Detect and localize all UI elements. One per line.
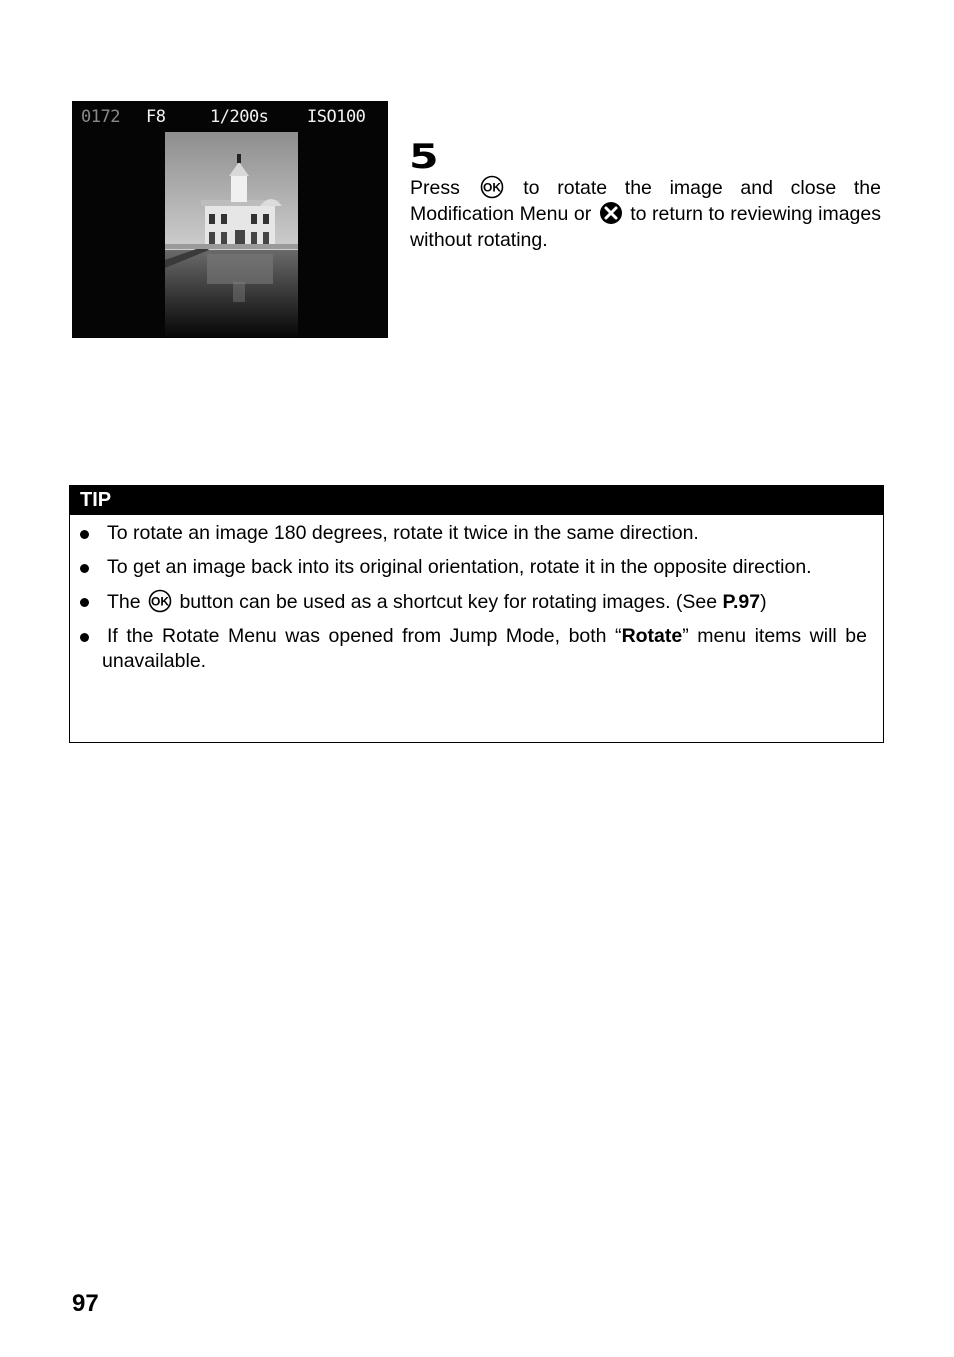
bullet-icon (80, 530, 89, 539)
bullet-icon (80, 633, 89, 642)
tip-item-4 (102, 624, 867, 674)
camera-screen-image (72, 101, 388, 338)
tip-item-text: button can be used as a shortcut key for rotating images. (See (179, 591, 718, 613)
tip-item-text: ) (760, 591, 767, 613)
cancel-button-icon (599, 201, 623, 225)
step-number: 5 (409, 137, 439, 177)
svg-text:OK: OK (151, 594, 170, 609)
tip-header: TIP (70, 486, 883, 515)
building-photo (165, 132, 298, 338)
bullet-icon (80, 564, 89, 573)
ok-button-icon (480, 175, 504, 199)
tip-list (70, 515, 883, 674)
rotate-term: Rotate (621, 625, 683, 647)
step-text-end: to return to reviewing images without rotating. (410, 203, 881, 251)
ok-button-icon (148, 589, 172, 613)
tip-item-text: If the Rotate Menu was opened from Jump Mode, both “ (107, 625, 622, 647)
shutter-speed-value: 1/200s (210, 107, 269, 127)
bullet-icon (80, 598, 89, 607)
iso-value: ISO100 (307, 107, 366, 127)
tip-item-text: The (107, 591, 141, 613)
tip-item-text: To rotate an image 180 degrees, rotate it twice in the same direction. (107, 522, 699, 544)
aperture-value: F8 (146, 107, 166, 127)
svg-text:OK: OK (482, 180, 501, 195)
tip-box (69, 485, 884, 743)
step-text-press: Press (410, 177, 460, 199)
tip-item-text: ” menu items will be unavailable. (102, 625, 867, 672)
step-instructions (410, 175, 881, 253)
tip-item-text: To get an image back into its original orientation, rotate it in the opposite direction. (107, 556, 812, 578)
page-number: 97 (72, 1290, 99, 1317)
tip-item-1 (102, 521, 867, 546)
page-reference-link[interactable]: P.97 (722, 591, 761, 613)
step-text-middle: to rotate the image and close the Modification Menu or (410, 177, 881, 225)
tip-item-2 (102, 555, 867, 580)
frame-number: 0172 (81, 107, 120, 127)
tip-item-3 (102, 589, 867, 615)
